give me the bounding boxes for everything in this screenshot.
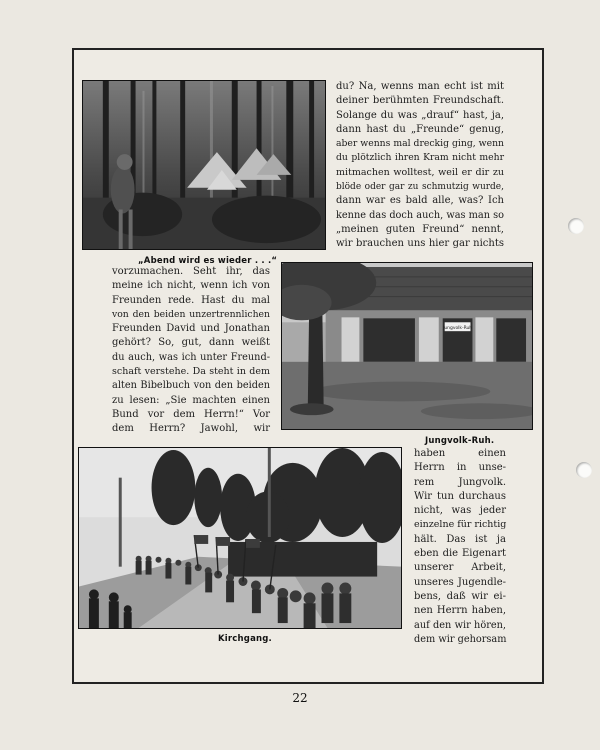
text-column-middle-left bbox=[112, 265, 270, 437]
text-line: dann hast du „Freunde“ genug, bbox=[336, 123, 504, 135]
page-number: 22 bbox=[292, 691, 308, 705]
text-line: Wir tun durchaus bbox=[414, 490, 506, 502]
text-line: Bund vor dem Herrn!“ Vor bbox=[112, 408, 270, 420]
text-line: vorzumachen. Seht ihr, das bbox=[112, 266, 270, 277]
text-line: wir brauchen uns hier gar nichts bbox=[336, 238, 504, 250]
text-line: Freunden David und Jonathan bbox=[112, 323, 270, 335]
hut-sign-text: Jungvolk-Ruh bbox=[443, 326, 473, 332]
text-line: du plötzlich ihren Kram nicht mehr bbox=[336, 152, 504, 164]
text-line: rem Jungvolk. bbox=[414, 476, 506, 488]
punch-hole-bottom bbox=[576, 462, 592, 478]
text-line: du? Na, wenns man echt ist mit bbox=[336, 81, 504, 92]
text-line: deiner berühmten Freundschaft. bbox=[336, 95, 504, 107]
text-column-bottom-right bbox=[414, 447, 506, 647]
text-line: alten Bibelbuch von den beiden bbox=[112, 380, 270, 392]
text-line: haben einen bbox=[414, 448, 506, 459]
text-line: dem wir gehorsam bbox=[414, 633, 507, 645]
text-line: eben die Eigenart bbox=[414, 548, 506, 560]
text-line: „meinen guten Freund“ nennt, bbox=[336, 223, 504, 235]
hut-photo bbox=[281, 262, 533, 430]
text-line: bens, daß wir ei- bbox=[414, 590, 506, 602]
text-line: Herrn in unse- bbox=[414, 462, 506, 474]
text-line: kenne das doch auch, was man so bbox=[336, 209, 504, 221]
forest-camp-caption: „Abend wird es wieder . . .“ bbox=[138, 256, 278, 266]
text-line: von den beiden unzertrennlichen bbox=[112, 308, 270, 320]
text-line: du auch, was ich unter Freund- bbox=[112, 351, 270, 363]
hut-caption: Jungvolk-Ruh. bbox=[425, 436, 495, 446]
text-line: aber wenns mal dreckig ging, wenn bbox=[336, 138, 504, 150]
text-line: dem Herrn? Jawohl, wir bbox=[112, 423, 270, 435]
punch-hole-top bbox=[568, 218, 584, 234]
text-line: Freunden rede. Hast du mal bbox=[112, 294, 270, 306]
forest-camp-photo bbox=[82, 80, 326, 250]
text-line: einzelne für richtig bbox=[414, 519, 507, 531]
text-line: blöde oder gar zu schmutzig wurde, bbox=[336, 182, 504, 193]
text-line: unseres Jugendle- bbox=[414, 576, 506, 588]
text-line: gehört? So, gut, dann weißt bbox=[112, 337, 270, 349]
church-march-caption: Kirchgang. bbox=[218, 634, 272, 644]
text-line: mitmachen wolltest, weil er dir zu bbox=[336, 166, 504, 178]
text-line: dann war es bald alle, was? Ich bbox=[336, 195, 504, 207]
text-line: schaft verstehe. Da steht in dem bbox=[112, 366, 270, 378]
text-column-top-right bbox=[336, 80, 504, 252]
text-line: hält. Das ist ja bbox=[414, 533, 506, 545]
text-line: Solange du was „drauf“ hast, ja, bbox=[336, 109, 504, 121]
text-line: nicht, was jeder bbox=[414, 505, 506, 517]
text-line: unserer Arbeit, bbox=[414, 562, 506, 574]
text-line: meine ich nicht, wenn ich von bbox=[112, 280, 270, 292]
text-line: auf den wir hören, bbox=[414, 619, 506, 631]
text-line: zu lesen: „Sie machten einen bbox=[112, 394, 270, 406]
church-march-photo bbox=[78, 447, 402, 629]
text-line: nen Herrn haben, bbox=[414, 605, 506, 617]
